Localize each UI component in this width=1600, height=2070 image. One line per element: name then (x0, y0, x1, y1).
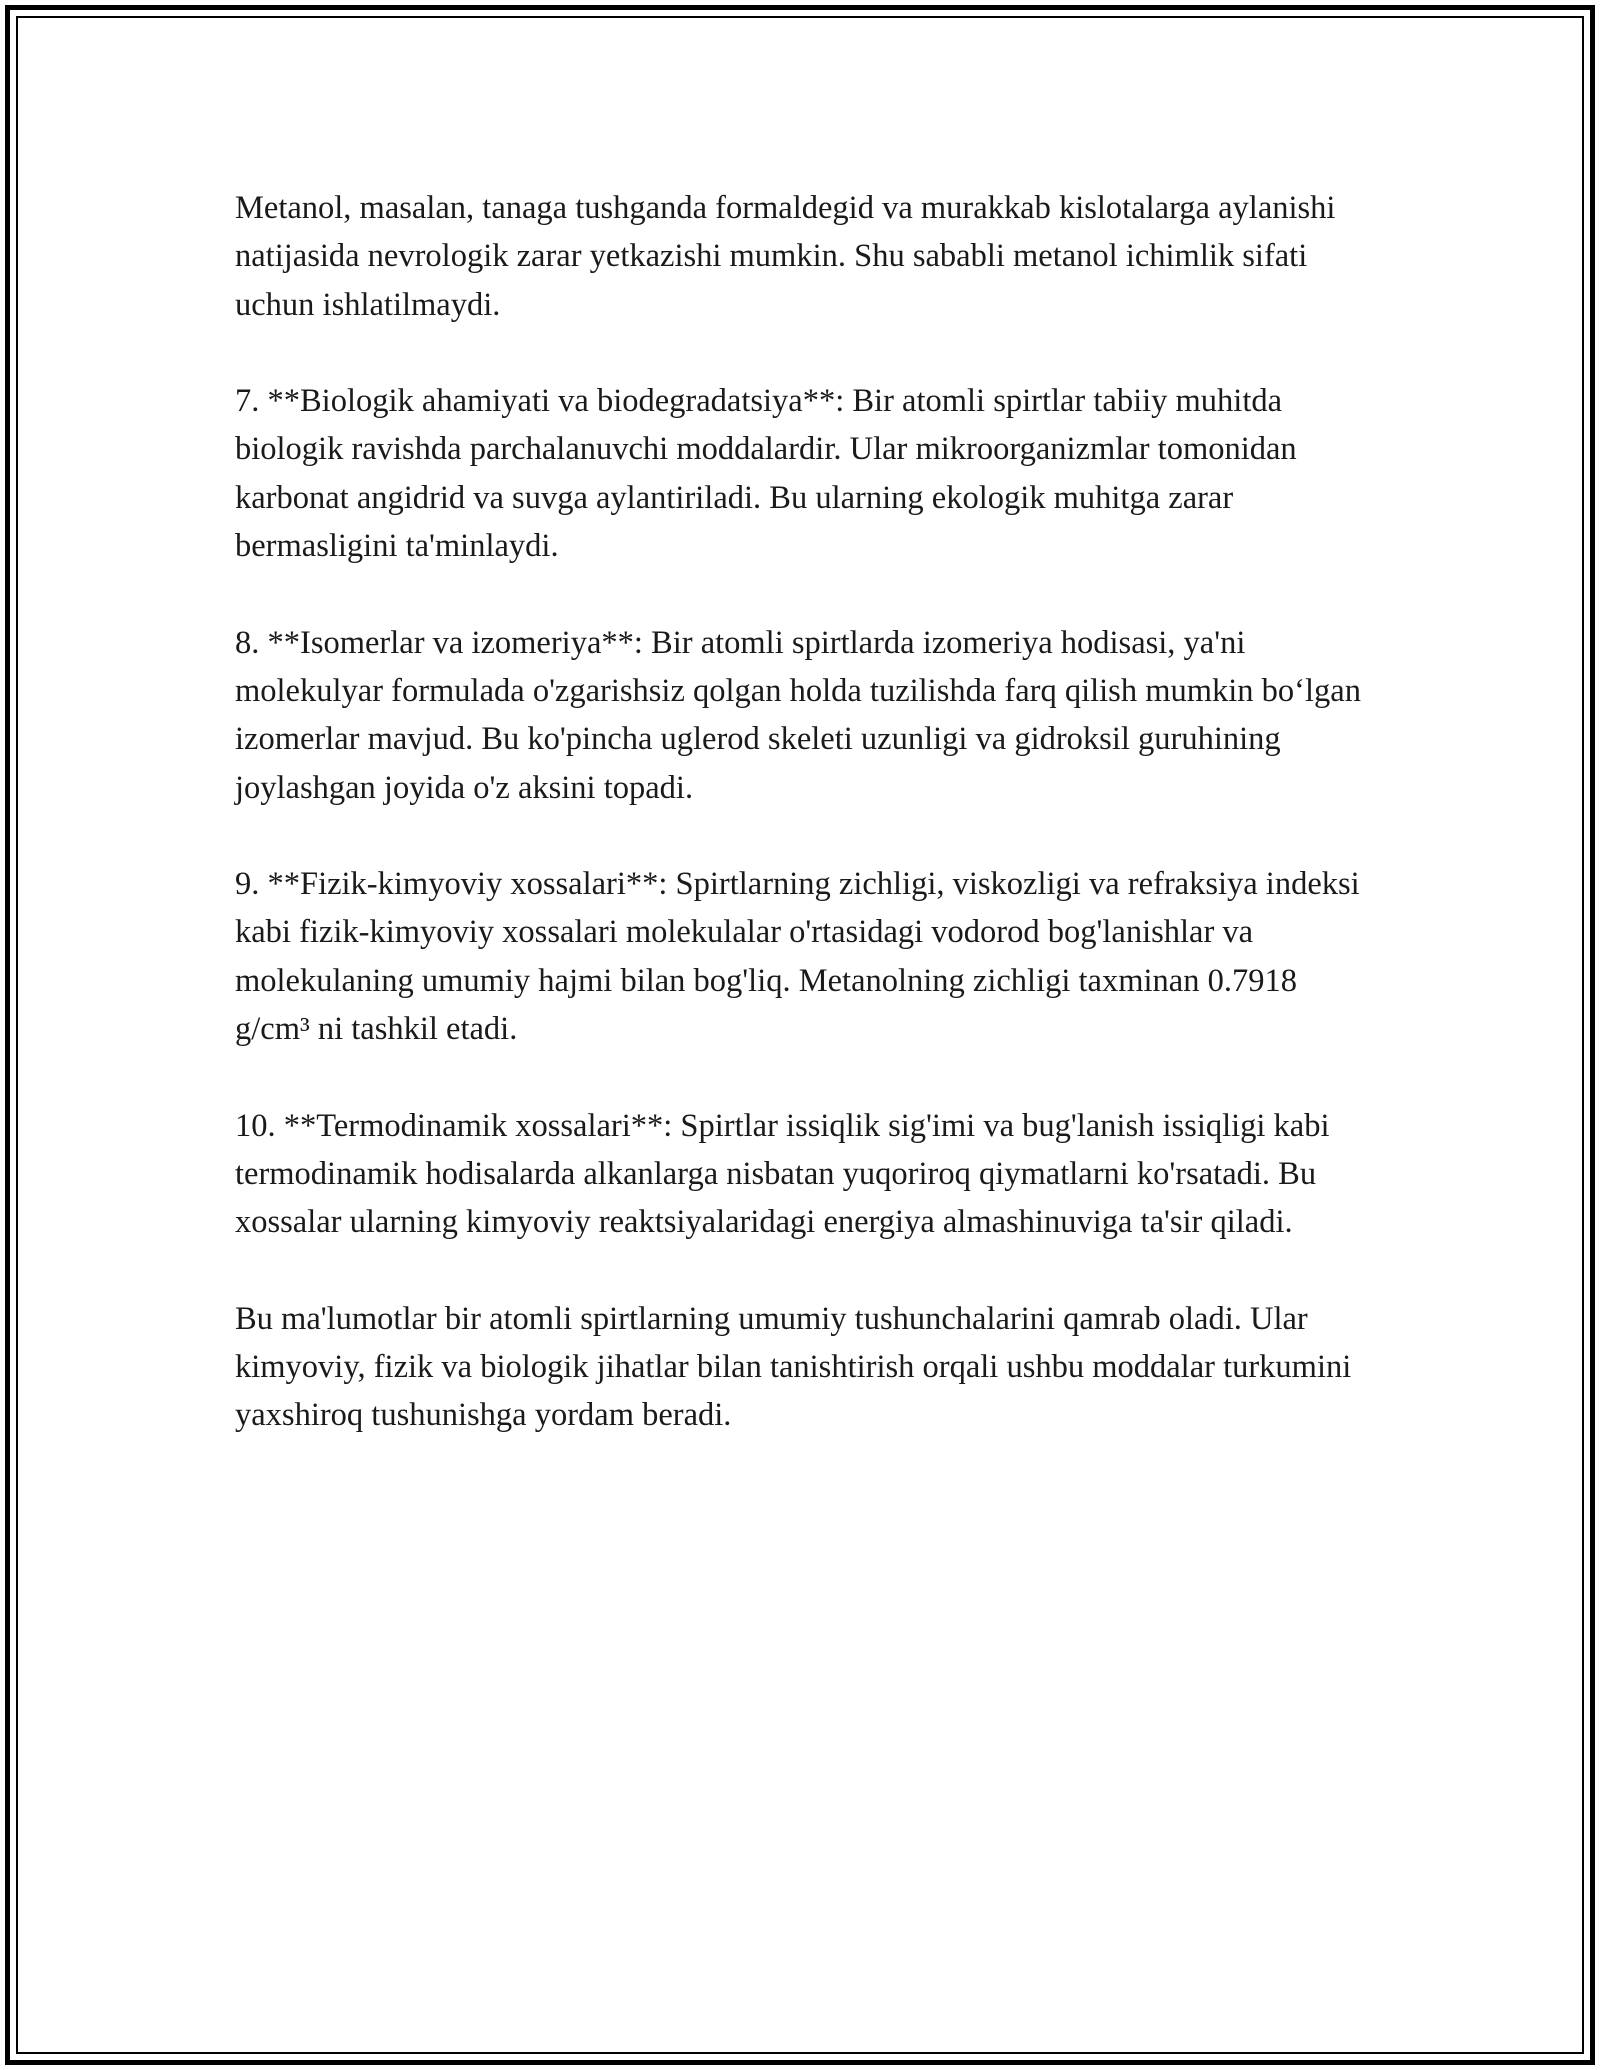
paragraph-physicochemical: 9. **Fizik-kimyoviy xossalari**: Spirtlarning zichligi, viskozligi va refraksiya indeksi kabi fizik-kimyoviy xossalari molekulalar o'rtasidagi vodorod bog'lanishlar va molekulaning umumiy hajmi bilan bog'liq. Metanolning zichligi taxminan 0.7918 g/cm³ ni tashkil etadi. (235, 866, 1360, 1048)
paragraph-isomers: 8. **Isomerlar va izomeriya**: Bir atomli spirtlarda izomeriya hodisasi, ya'ni molekulyar formulada o'zgarishsiz qolgan holda tuzilishda farq qilish mumkin bo‘lgan izomerlar mavjud. Bu ko'pincha uglerod skeleti uzunligi va gidroksil guruhining joylashgan joyida o'z aksini topadi. (235, 624, 1361, 806)
document-body (235, 184, 1375, 1488)
paragraph-biodegradation: 7. **Biologik ahamiyati va biodegradatsiya**: Bir atomli spirtlar tabiiy muhitda biologik ravishda parchalanuvchi moddalardir. Ular mikroorganizmlar tomonidan karbonat angidrid va suvga aylantiriladi. Bu ularning ekologik muhitga zarar bermasligini ta'minlaydi. (235, 383, 1297, 565)
paragraph-thermodynamic: 10. **Termodinamik xossalari**: Spirtlar issiqlik sig'imi va bug'lanish issiqligi kabi termodinamik hodisalarda alkanlarga nisbatan yuqoriroq qiymatlarni ko'rsatadi. Bu xossalar ularning kimyoviy reaktsiyalaridagi energiya almashinuviga ta'sir qiladi. (235, 1107, 1330, 1241)
paragraph-methanol-toxicity: Metanol, masalan, tanaga tushganda formaldegid va murakkab kislotalarga aylanishi natijasida nevrologik zarar yetkazishi mumkin. Shu sababli metanol ichimlik sifati uchun ishlatilmaydi. (235, 190, 1336, 323)
paragraph-summary: Bu ma'lumotlar bir atomli spirtlarning umumiy tushunchalarini qamrab oladi. Ular kimyoviy, fizik va biologik jihatlar bilan tanishtirish orqali ushbu moddalar turkumini yaxshiroq tushunishga yordam beradi. (235, 1300, 1352, 1434)
